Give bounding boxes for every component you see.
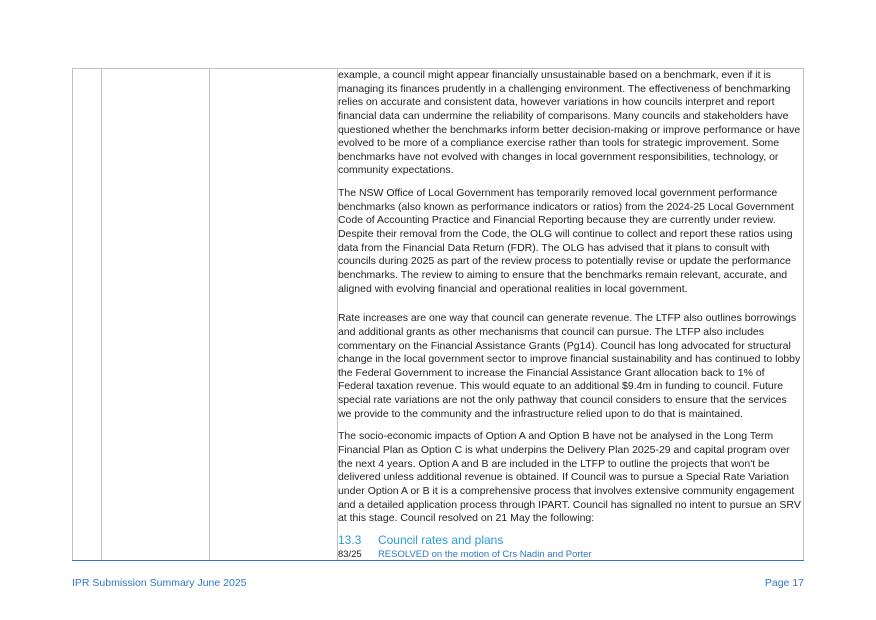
table-cell-response xyxy=(337,69,803,561)
footer-page-number: Page 17 xyxy=(764,577,804,589)
page-footer xyxy=(72,577,804,589)
content-table xyxy=(72,68,804,561)
response-paragraph-1: example, a council might appear financially unsustainable based on a benchmark, even if it is managing its finances prudently in a challenging environment. The effectiveness of benchmarking relies on accurate and consistent data, however variations in how councils interpret and report financial data can undermine the reliability of comparisons. Many councils and stakeholders have questioned whether the benchmarks inform better decision-making or improve performance or have evolved to be more of a compliance exercise rather than tools for strategic improvement. Some benchmarks have not evolved with changes in local government responsibilities, technology, or community expectations. xyxy=(337,69,801,177)
response-paragraph-3: Rate increases are one way that council can generate revenue. The LTFP also outlines borrowings and additional grants as other mechanisms that council can pursue. The LTFP also includes commentary on the Financial Assistance Grants (Pg14). Council has long advocated for structural change in the local government sector to improve financial sustainability and has continued to lobby the Federal Government to increase the Financial Assistance Grant allocation back to 1% of Federal taxation revenue. This would equate to an additional $9.4m in funding to council. Future special rate variations are not the only pathway that council considers to ensure that the services we provide to the community and the infrastructure relied upon to do that is maintained. xyxy=(337,312,801,420)
footer-divider xyxy=(72,560,804,561)
resolution-heading-number: 13.3 xyxy=(337,532,362,547)
table-cell-submitter xyxy=(209,69,337,561)
paragraph-spacer xyxy=(338,305,803,312)
resolution-number: 83/25 xyxy=(337,548,362,560)
footer-title: IPR Submission Summary June 2025 xyxy=(72,577,247,589)
response-paragraph-4: The socio-economic impacts of Option A and Option B have not be analysed in the Long Term Financial Plan as Option C is what underpins the Delivery Plan 2025-29 and capital program over the next 4 years. Option A and B are included in the LTFP to outline the projects that won't be delivered unless additional revenue is obtained. If Council was to pursue a Special Rate Variation under Option A or B it is a comprehensive process that involves extensive community engagement and a detailed application process through IPART. Council has signalled no intent to pursue an SRV at this stage. Council resolved on 21 May the following: xyxy=(337,430,801,525)
table-cell-marker xyxy=(73,69,102,561)
response-paragraph-2: The NSW Office of Local Government has temporarily removed local government performance benchmarks (also known as performance indicators or ratios) from the 2024-25 Local Government Code of Accounting Practice and Financial Reporting because they are currently under review. Despite their removal from the Code, the OLG will continue to collect and report these ratios using data from the Financial Data Return (FDR). The OLG has advised that it plans to consult with councils during 2025 as part of the review process to potentially revise or update the performance benchmarks. The review to aiming to ensure that the benchmarks remain relevant, accurate, and aligned with evolving financial and operational realities in local government. xyxy=(337,187,794,295)
table-cell-reference xyxy=(101,69,209,561)
resolution-text: RESOLVED on the motion of Crs Nadin and Porter xyxy=(377,548,592,560)
resolution-line xyxy=(338,549,803,560)
resolution-heading xyxy=(338,533,803,547)
table-row xyxy=(73,69,804,561)
resolution-heading-text: Council rates and plans xyxy=(377,532,504,547)
